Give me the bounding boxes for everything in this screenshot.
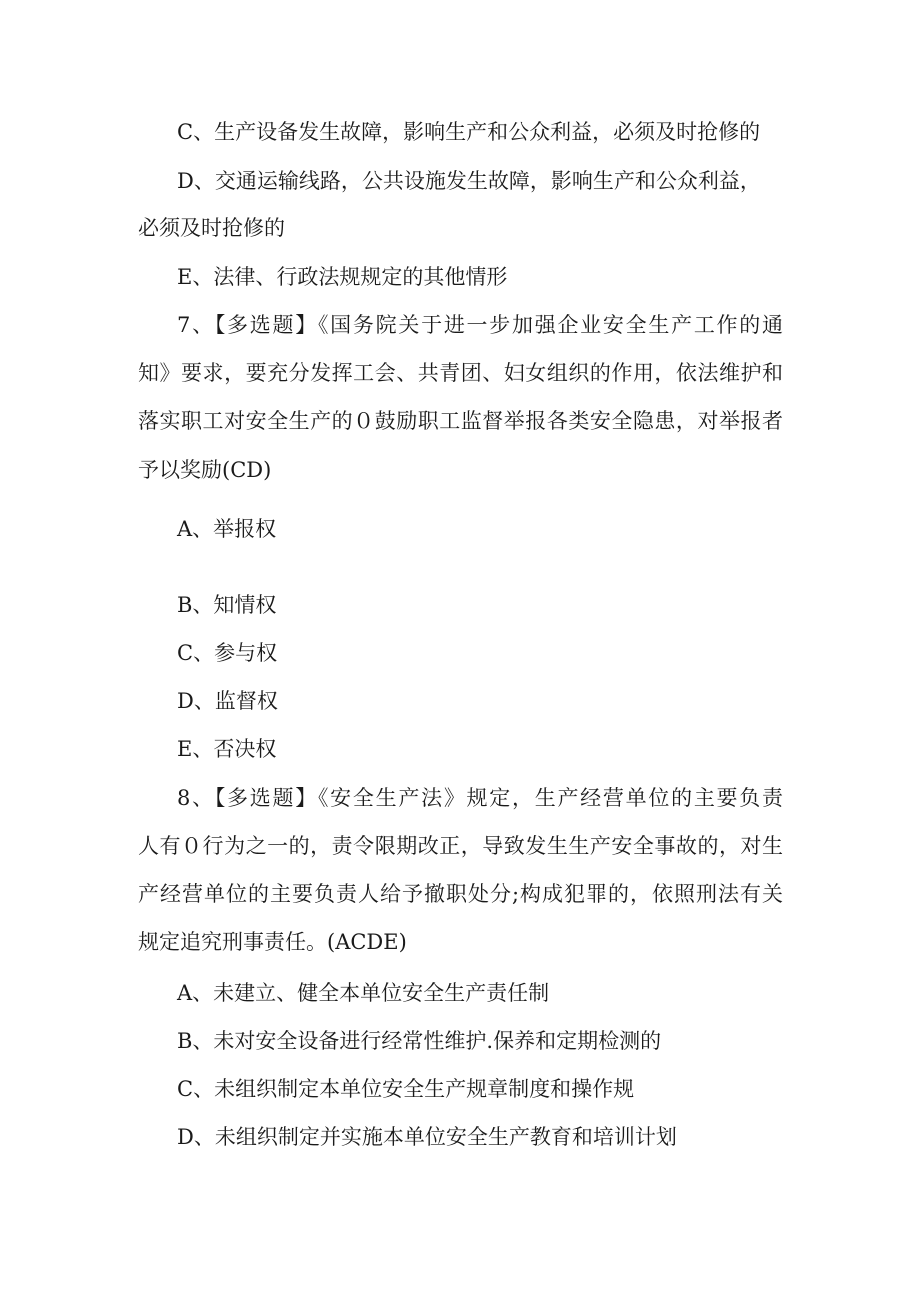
q7-option-e: E、否决权 [177, 737, 277, 761]
q7-option-c: C、参与权 [177, 641, 278, 665]
q6-option-d-line2: 必须及时抢修的 [138, 216, 285, 240]
q7-stem-line3: 落实职工对安全生产的０鼓励职工监督举报各类安全隐患，对举报者 [138, 409, 783, 433]
q8-option-a: A、未建立、健全本单位安全生产责任制 [177, 981, 550, 1005]
q6-option-c: C、生产设备发生故障，影响生产和公众利益，必须及时抢修的 [177, 120, 761, 144]
q6-option-e: E、法律、行政法规规定的其他情形 [177, 265, 508, 289]
q7-stem-line1: 7、【多选题】《国务院关于进一步加强企业安全生产工作的通 [177, 313, 783, 337]
q8-stem-line2: 人有０行为之一的，责令限期改正，导致发生生产安全事故的，对生 [138, 834, 783, 858]
q8-option-c: C、未组织制定本单位安全生产规章制度和操作规 [177, 1077, 635, 1101]
q7-stem-line4: 予以奖励(CD) [138, 458, 272, 482]
q6-option-d-line1: D、交通运输线路，公共设施发生故障，影响生产和公众利益， [177, 169, 761, 193]
q7-option-d: D、监督权 [177, 689, 278, 713]
q8-option-d: D、未组织制定并实施本单位安全生产教育和培训计划 [177, 1125, 677, 1149]
q8-stem-line4: 规定追究刑事责任。(ACDE) [138, 930, 407, 954]
q8-stem-line3: 产经营单位的主要负责人给予撤职处分;构成犯罪的，依照刑法有关 [138, 882, 783, 906]
q7-stem-line2: 知》要求，要充分发挥工会、共青团、妇女组织的作用，依法维护和 [138, 361, 783, 385]
q8-stem-line1: 8、【多选题】《安全生产法》规定，生产经营单位的主要负责 [177, 786, 783, 810]
q7-option-a: A、举报权 [177, 517, 277, 541]
q8-option-b: B、未对安全设备进行经常性维护.保养和定期检测的 [177, 1029, 662, 1053]
q7-option-b: B、知情权 [177, 593, 277, 617]
